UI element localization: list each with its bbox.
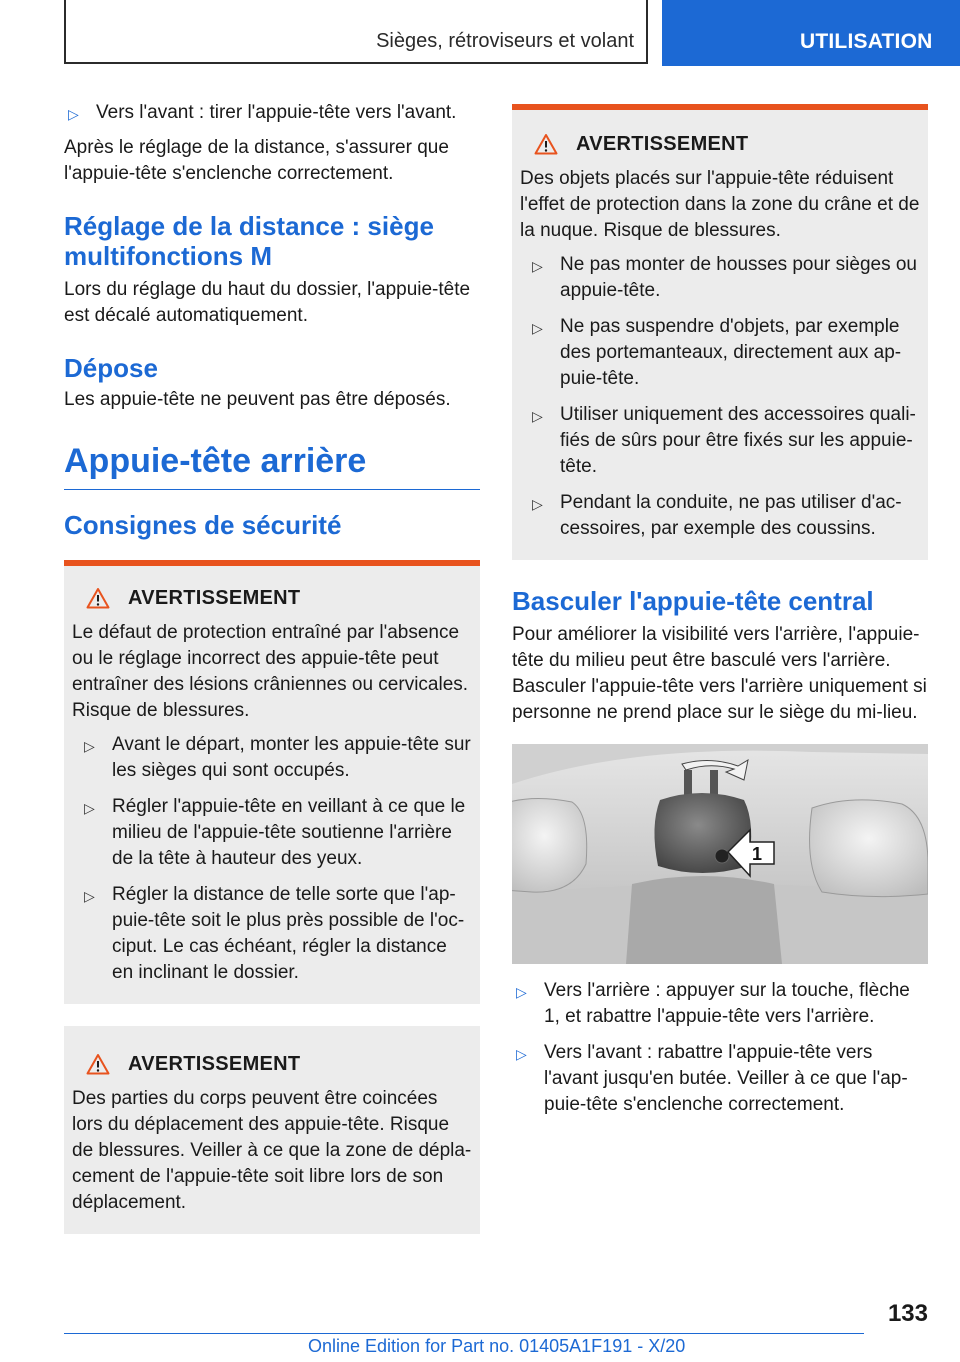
warning-title: AVERTISSEMENT (72, 1052, 472, 1076)
figure-label: 1 (752, 844, 763, 864)
warning-box (512, 104, 928, 560)
warning-list (72, 732, 472, 986)
divider (64, 489, 480, 490)
list (512, 978, 928, 1118)
heading-consignes: Consignes de sécurité (64, 510, 342, 540)
warning-text: Le défaut de protection entraîné par l'absence ou le réglage incorrect des appuie-tête peut entraîner des lésions crâniennes ou cervicales. Risque de blessures. (72, 622, 469, 721)
list-item: ▷ Ne pas monter de housses pour sièges ou appuie-tête. (528, 252, 920, 304)
page-footer (0, 1300, 960, 1362)
edition-text: Online Edition for Part no. 01405A1F191 - X/20 (308, 1336, 686, 1356)
warning-triangle-icon (86, 587, 110, 609)
list-item: ▷ Ne pas suspendre d'objets, par exemple des portemanteaux, directement aux ap-puie-tête. (528, 314, 920, 392)
list-item: ▷ Pendant la conduite, ne pas utiliser d'ac-cessoires, par exemple des coussins. (528, 490, 920, 542)
paragraph: Pour améliorer la visibilité vers l'arrière, l'appuie-tête du milieu peut être basculé vers l'arrière. Basculer l'appuie-tête vers l'arrière uniquement si personne ne prend place sur le siège du mi-lieu. (512, 624, 927, 723)
warning-title: AVERTISSEMENT (72, 586, 472, 610)
warning-text: Des objets placés sur l'appuie-tête réduisent l'effet de protection dans la zone du crâne et de la nuque. Risque de blessures. (520, 168, 920, 241)
headrest-photo (512, 744, 928, 964)
heading-reglage: Réglage de la distance : siège multifonctions M (64, 211, 434, 271)
section-title: Sièges, rétroviseurs et volant (64, 0, 648, 64)
list-item: ▷ Vers l'arrière : appuyer sur la touche, flèche 1, et rabattre l'appuie-tête vers l'arrière. (512, 978, 928, 1030)
triangle-bullet-icon: ▷ (532, 258, 543, 274)
left-column (64, 100, 480, 1234)
paragraph: Après le réglage de la distance, s'assurer que l'appuie-tête s'enclenche correctement. (64, 137, 449, 184)
warning-title: AVERTISSEMENT (520, 132, 920, 156)
warning-box (64, 560, 480, 1004)
paragraph: Lors du réglage du haut du dossier, l'appuie-tête est décalé automatiquement. (64, 279, 471, 326)
list-item: ▷ Utiliser uniquement des accessoires quali-fiés de sûrs pour être fixés sur les appuie-tête. (528, 402, 920, 480)
warning-triangle-icon (534, 133, 558, 155)
list-item: ▷ Régler l'appuie-tête en veillant à ce que le milieu de l'appuie-tête soutienne l'arrière de la tête à hauteur des yeux. (80, 794, 472, 872)
triangle-bullet-icon: ▷ (516, 1046, 527, 1062)
triangle-bullet-icon: ▷ (532, 320, 543, 336)
list-item (64, 100, 480, 127)
warning-text: Des parties du corps peuvent être coincées lors du déplacement des appuie-tête. Risque de blessures. Veiller à ce que la zone de dépla-cement de l'appuie-tête soit libre lors de son déplacement. (72, 1088, 472, 1213)
chapter-tab: UTILISATION (662, 0, 960, 66)
triangle-bullet-icon: ▷ (68, 106, 79, 122)
triangle-bullet-icon: ▷ (84, 738, 95, 754)
right-column (512, 104, 928, 1128)
page-number: 133 (887, 1300, 928, 1327)
warning-triangle-icon (86, 1053, 110, 1075)
list-item: ▷ Avant le départ, monter les appuie-tête sur les sièges qui sont occupés. (80, 732, 472, 784)
list-item: ▷ Vers l'avant : rabattre l'appuie-tête vers l'avant jusqu'en butée. Veiller à ce que l'ap-puie-tête s'enclenche correctement. (512, 1040, 928, 1118)
warning-list (520, 252, 920, 542)
list-item-text: Vers l'avant : tirer l'appuie-tête vers l'avant. (96, 102, 457, 123)
triangle-bullet-icon: ▷ (84, 800, 95, 816)
paragraph: Les appuie-tête ne peuvent pas être déposés. (64, 389, 451, 410)
triangle-bullet-icon: ▷ (516, 984, 527, 1000)
divider (64, 1333, 864, 1334)
triangle-bullet-icon: ▷ (532, 496, 543, 512)
triangle-bullet-icon: ▷ (532, 408, 543, 424)
warning-box (64, 1026, 480, 1234)
list-item: ▷ Régler la distance de telle sorte que l'ap-puie-tête soit le plus près possible de l'oc-ciput. Le cas échéant, régler la distance en inclinant le dossier. (80, 882, 472, 986)
heading-appuie-tete-arriere: Appuie-tête arrière (64, 442, 367, 480)
triangle-bullet-icon: ▷ (84, 888, 95, 904)
heading-basculer: Basculer l'appuie-tête central (512, 586, 874, 616)
heading-depose: Dépose (64, 353, 158, 383)
page-header (0, 0, 960, 66)
